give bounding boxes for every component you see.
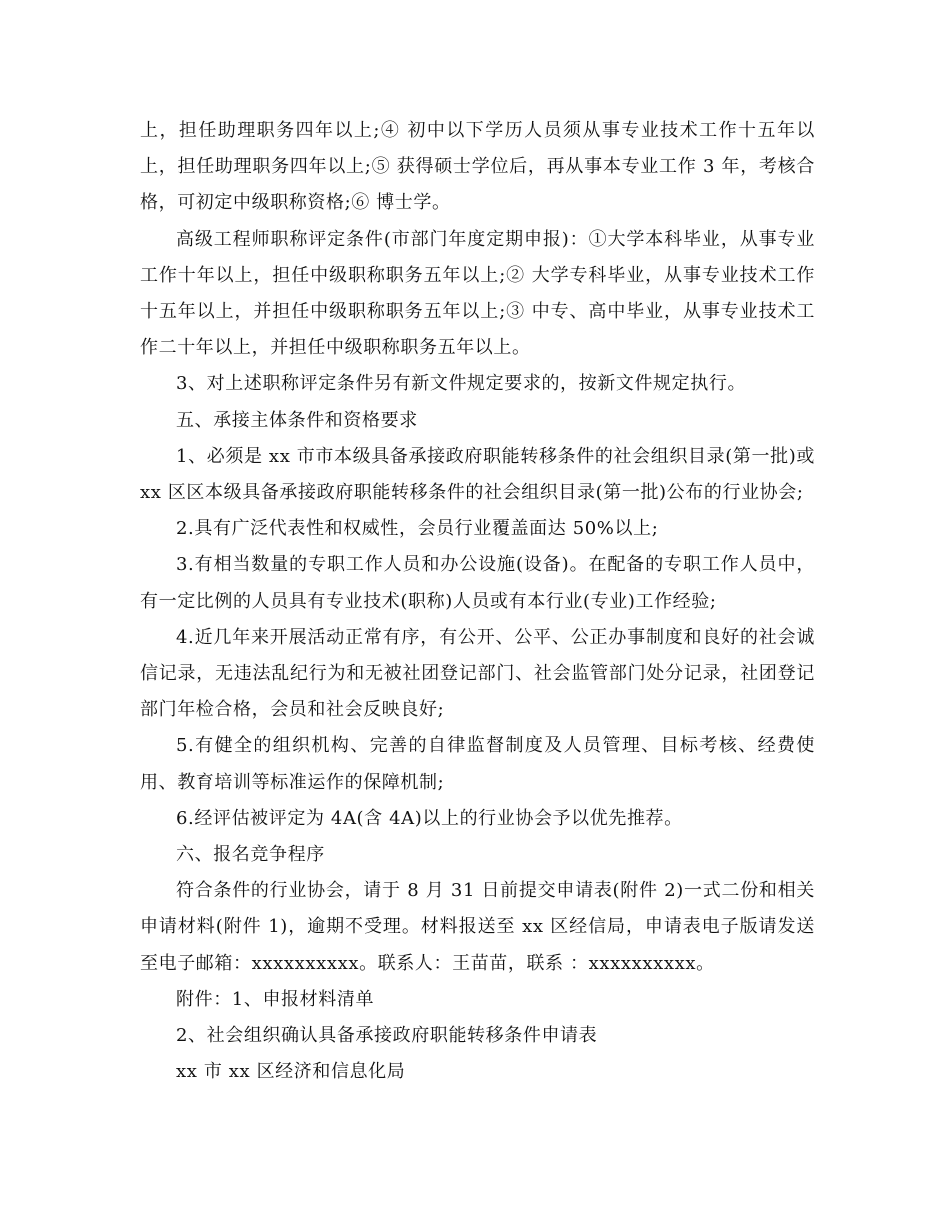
paragraph-item-1: 1、必须是 xx 市市本级具备承接政府职能转移条件的社会组织目录(第一批)或 xx 区区本级具备承接政府职能转移条件的社会组织目录(第一批)公布的行业协会; bbox=[140, 445, 815, 504]
attachment-2: 2、社会组织确认具备承接政府职能转移条件申请表 bbox=[176, 1025, 598, 1047]
issuing-authority: xx 市 xx 区经济和信息化局 bbox=[176, 1061, 406, 1083]
paragraph-continuation-conditions: 上，担任助理职务四年以上;④ 初中以下学历人员须从事专业技术工作十五年以上，担任助理职务四年以上;⑤ 获得硕士学位后，再从事本专业工作 3 年，考核合格，可初定中级职称资格;⑥ 博士学。 bbox=[140, 120, 815, 214]
paragraph-senior-engineer-conditions: 高级工程师职称评定条件(市部门年度定期申报)：①大学本科毕业，从事专业工作十年以上，担任中级职称职务五年以上;② 大学专科毕业，从事专业技术工作十五年以上，并担任中级职称职务五年以上;③ 中专、高中毕业，从事专业技术工作二十年以上，并担任中级职称职务五年以上。 bbox=[140, 228, 815, 359]
paragraph-item-4: 4.近几年来开展活动正常有序，有公开、公平、公正办事制度和良好的社会诚信记录，无违法乱纪行为和无被社团登记部门、社会监管部门处分记录，社团登记部门年检合格，会员和社会反映良好; bbox=[140, 626, 815, 721]
paragraph-new-rules: 3、对上述职称评定条件另有新文件规定要求的，按新文件规定执行。 bbox=[176, 373, 747, 395]
paragraph-item-3: 3.有相当数量的专职工作人员和办公设施(设备)。在配备的专职工作人员中，有一定比例的人员具有专业技术(职称)人员或有本行业(专业)工作经验; bbox=[140, 554, 815, 612]
section-heading-qualifications: 五、承接主体条件和资格要求 bbox=[176, 409, 418, 431]
paragraph-submission-instructions: 符合条件的行业协会，请于 8 月 31 日前提交申请表(附件 2)一式二份和相关申请材料(附件 1)，逾期不受理。材料报送至 xx 区经信局，申请表电子版请发送至电子邮箱：xxxxxxxxxx。联系人：王苗苗，联系 ：xxxxxxxxxx。 bbox=[140, 880, 815, 974]
paragraph-item-5: 5.有健全的组织机构、完善的自律监督制度及人员管理、目标考核、经费使用、教育培训等标准运作的保障机制; bbox=[140, 735, 815, 793]
section-heading-procedure: 六、报名竞争程序 bbox=[176, 844, 325, 866]
attachment-1: 附件：1、申报材料清单 bbox=[176, 988, 375, 1010]
paragraph-item-2: 2.具有广泛代表性和权威性，会员行业覆盖面达 50%以上; bbox=[176, 518, 659, 540]
document-body bbox=[140, 113, 815, 1090]
paragraph-item-6: 6.经评估被评定为 4A(含 4A)以上的行业协会予以优先推荐。 bbox=[176, 807, 683, 829]
